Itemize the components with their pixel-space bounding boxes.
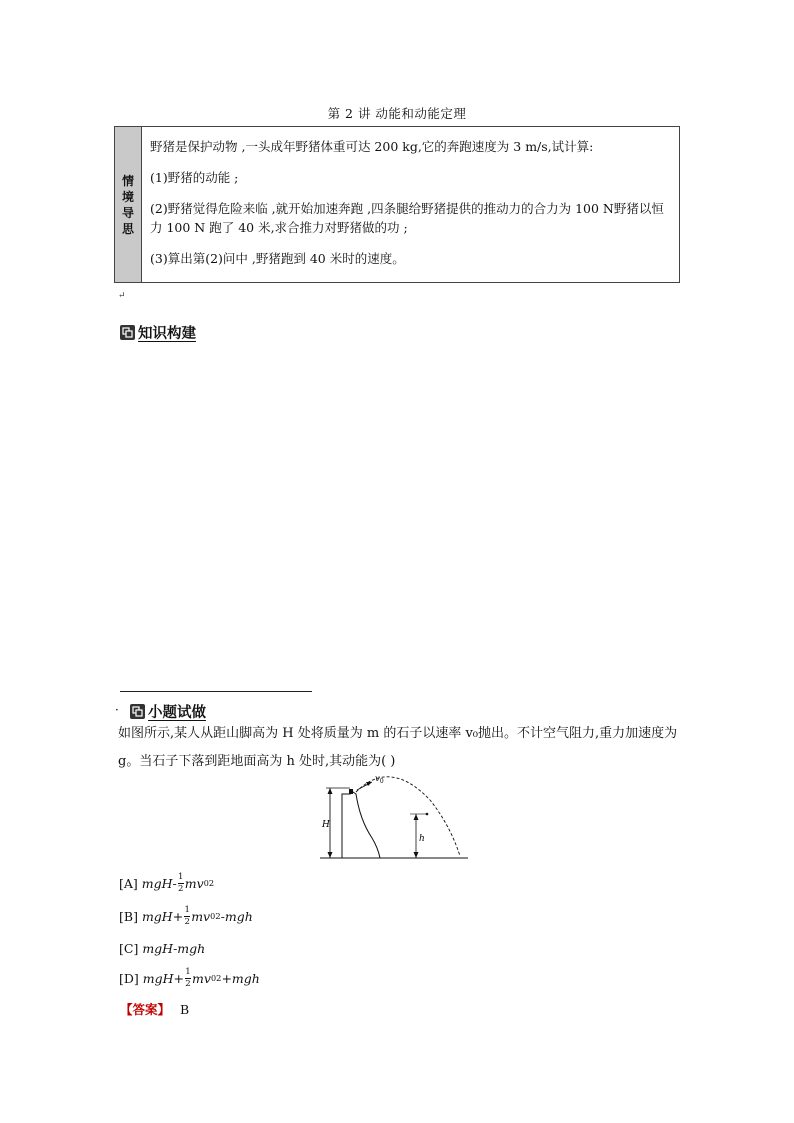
scenario-line: (3)算出第(2)问中 ,野猪跑到 40 米时的速度。 [150, 251, 405, 266]
scenario-content [142, 127, 679, 282]
option-d[interactable]: [D] mgH+ $\frac{1}{2}$ mv 0 2 +mgh [119, 967, 260, 989]
page-title: 第 2 讲 动能和动能定理 [327, 106, 467, 121]
option-a[interactable]: [A] mgH- $\frac{1}{2}$ mv 0 2 [119, 872, 215, 894]
scenario-side-tab [115, 127, 142, 282]
side-char: 境 [121, 189, 134, 204]
scenario-line: 野猪是保护动物 ,一头成年野猪体重可达 200 kg,它的奔跑速度为 3 m/s,试计算: [150, 139, 594, 154]
question-text: 如图所示,某人从距山脚高为 H 处将质量为 m 的石子以速率 v₀抛出。不计空气阻力,重力加速度为 g。当石子下落到距地面高为 h 处时,其动能为( ) [118, 726, 678, 769]
label-v0: $v_0$ [375, 774, 384, 785]
copy-icon [130, 704, 145, 719]
label-H: H [322, 820, 330, 830]
answer-line [120, 1000, 189, 1018]
side-char: 情 [121, 173, 134, 188]
answer-value: B [180, 1002, 190, 1017]
copy-icon [120, 325, 135, 340]
option-c[interactable]: [C] mgH-mgh [119, 941, 206, 956]
side-char: 导 [121, 205, 134, 220]
scenario-line: (1)野猪的动能 ; [150, 170, 239, 185]
section-divider [120, 691, 312, 692]
stone-point [426, 813, 429, 816]
option-b[interactable]: [B] mgH+ $\frac{1}{2}$ mv 0 2 -mgh [119, 905, 253, 927]
knowledge-heading [120, 322, 196, 343]
projectile-figure [320, 770, 470, 862]
bullet-mark: · [115, 703, 119, 717]
answer-label: 【答案】 [120, 1002, 171, 1017]
scenario-line: (2)野猪觉得危险来临 ,就开始加速奔跑 ,四条腿给野猪提供的推动力的合力为 100 N野猪以恒力 100 N 跑了 40 米,求合推力对野猪做的功 ; [150, 201, 664, 235]
cliff-shape [342, 792, 380, 858]
side-char: 思 [121, 221, 134, 236]
scenario-box [114, 126, 680, 283]
quiz-heading [130, 701, 206, 722]
label-h: h [419, 834, 425, 844]
knowledge-heading-text: 知识构建 [138, 326, 196, 342]
paragraph-mark: ↵ [118, 291, 126, 301]
quiz-heading-text: 小题试做 [148, 705, 206, 721]
